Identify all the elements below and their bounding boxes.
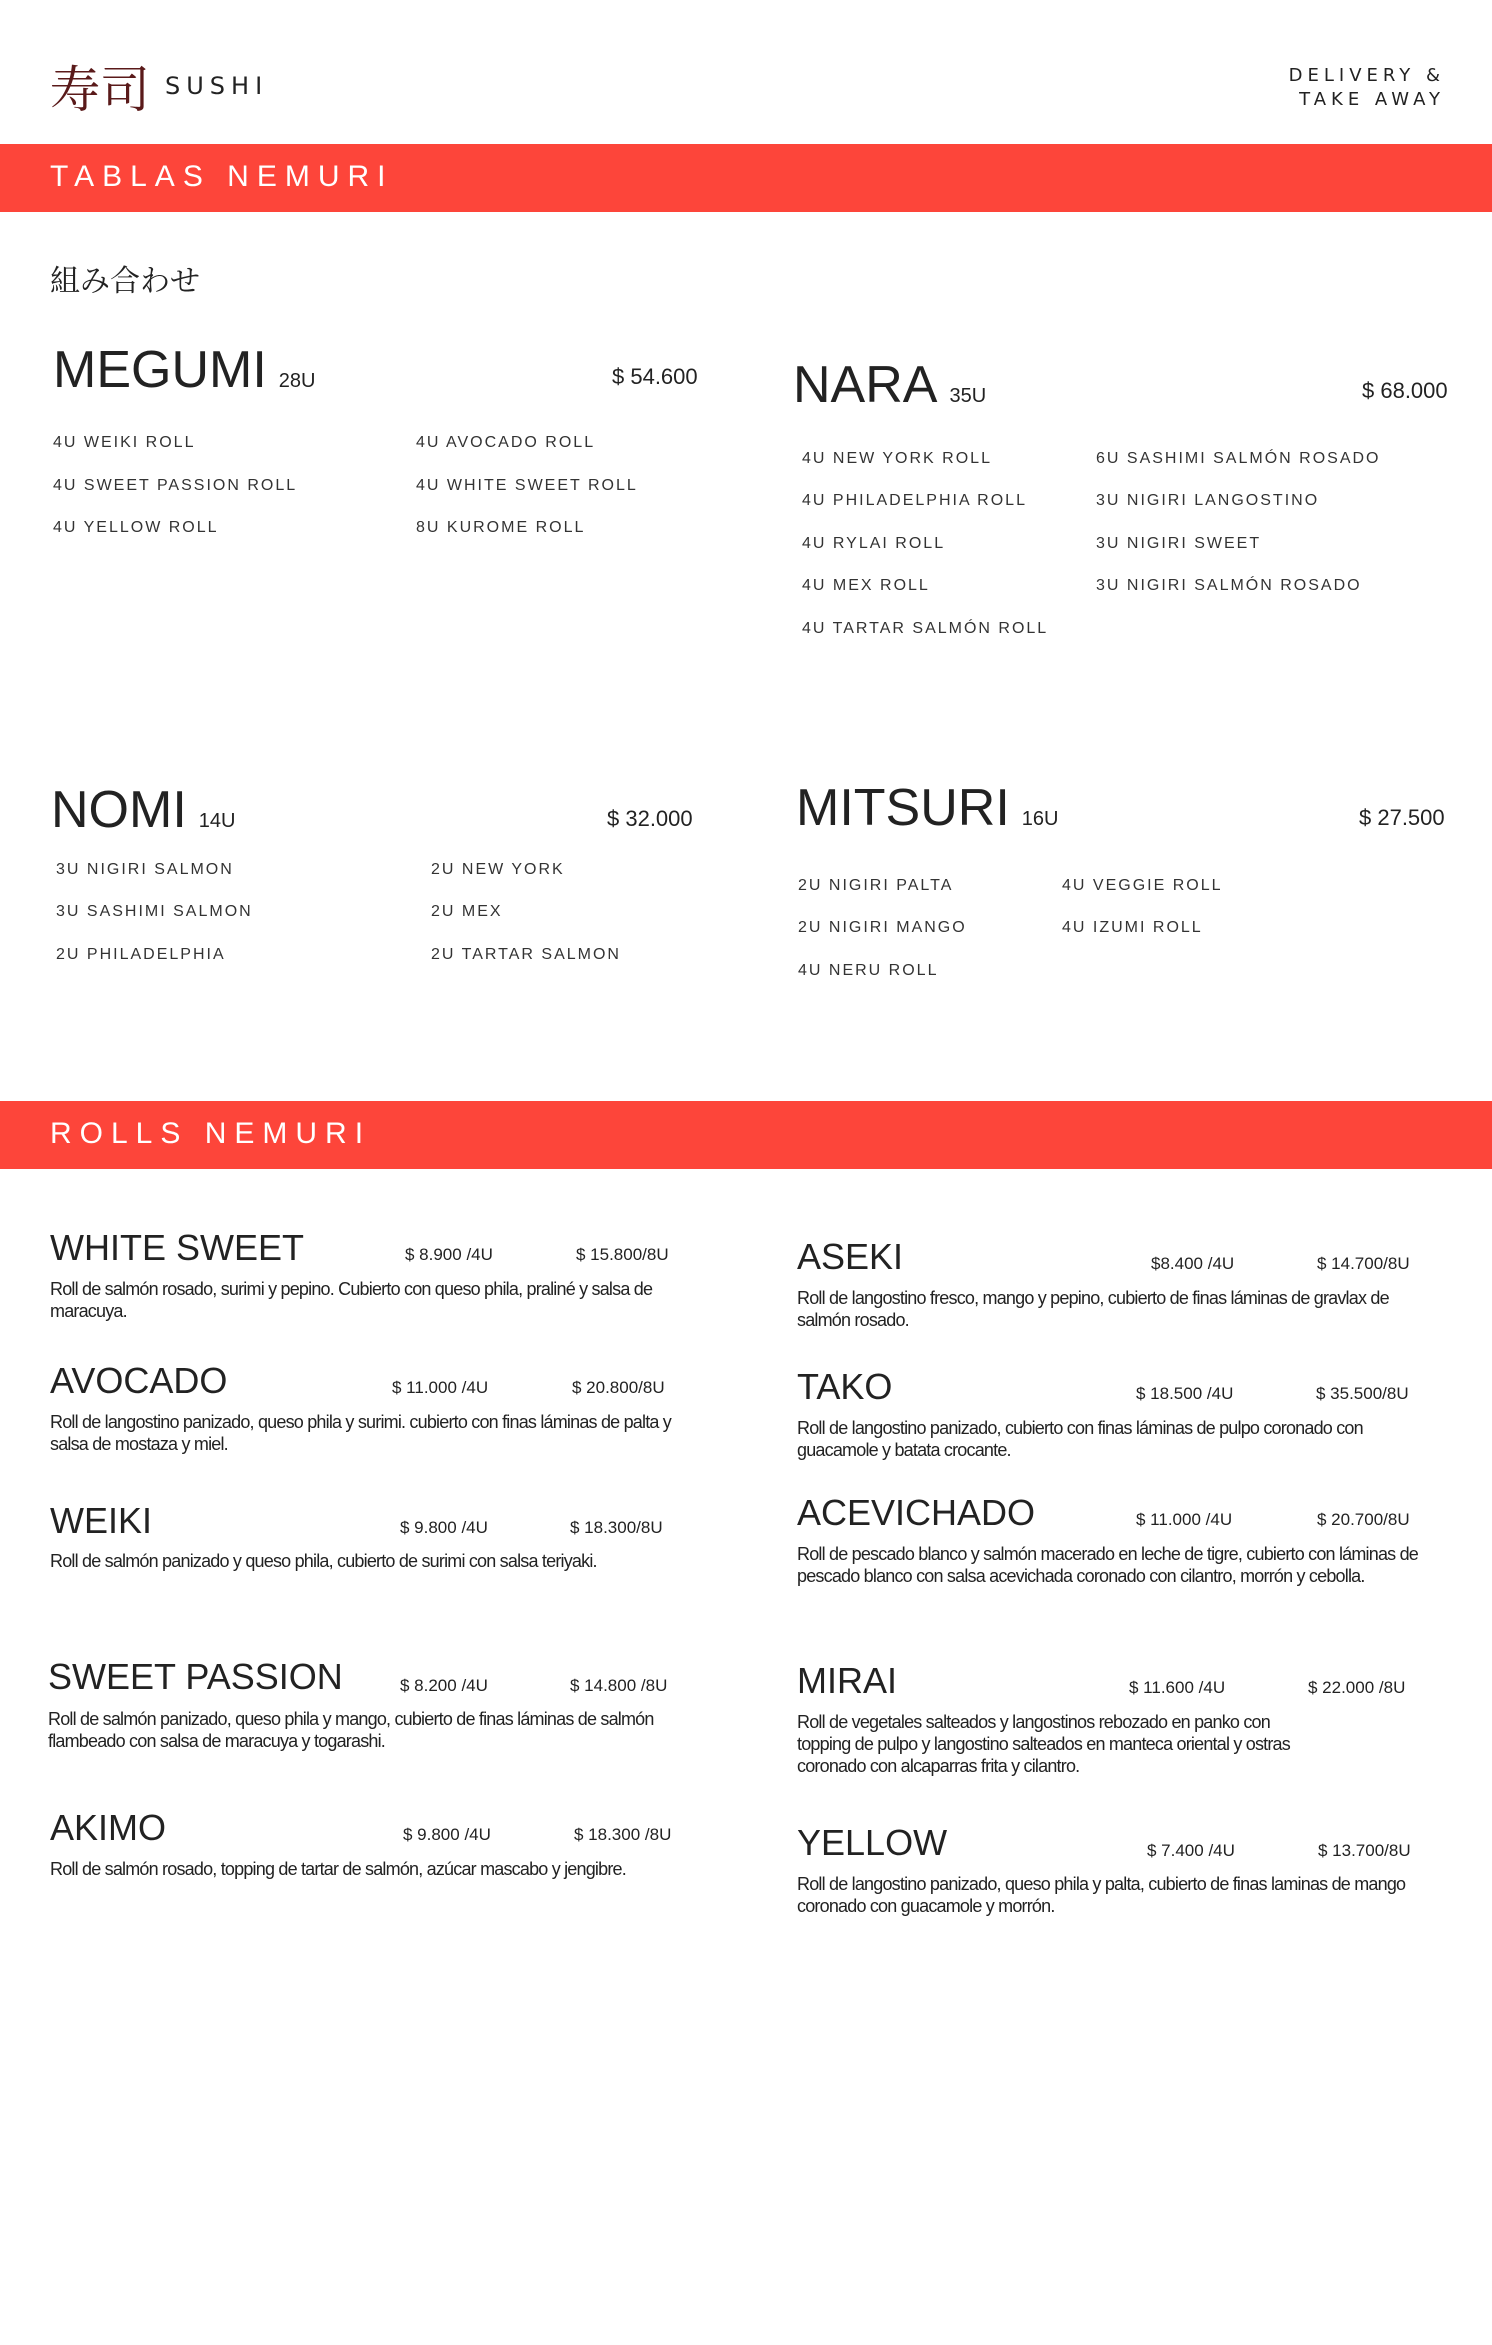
tabla-item: 4U VEGGIE ROLL: [1062, 877, 1223, 894]
roll-price-4u: $ 11.000 /4U: [1136, 1510, 1233, 1529]
roll-name: AKIMO: [50, 1807, 167, 1848]
tabla-item: 4U IZUMI ROLL: [1062, 919, 1203, 936]
roll-description: Roll de langostino panizado, cubierto con finas láminas de pulpo coronado con guacamole y batata crocante.: [797, 1418, 1363, 1460]
tabla-item: 3U NIGIRI SALMÓN ROSADO: [1096, 577, 1362, 594]
tabla-name: NOMI: [51, 781, 187, 839]
tabla-item: 2U NIGIRI PALTA: [798, 877, 954, 894]
roll-name: MIRAI: [797, 1660, 898, 1701]
roll-description: Roll de salmón rosado, topping de tartar de salmón, azúcar mascabo y jengibre.: [50, 1859, 626, 1879]
roll-price-4u: $ 18.500 /4U: [1136, 1384, 1234, 1403]
section-band-tablas: [0, 144, 1492, 212]
roll-price-4u: $ 8.200 /4U: [400, 1676, 488, 1695]
brand-name: SUSHI: [165, 72, 269, 100]
tabla-item: 8U KUROME ROLL: [416, 519, 586, 536]
tabla-item: 4U YELLOW ROLL: [53, 519, 219, 536]
tabla-item: 3U NIGIRI SWEET: [1096, 535, 1262, 552]
roll-description: Roll de salmón panizado y queso phila, cubierto de surimi con salsa teriyaki.: [50, 1551, 597, 1571]
roll-name: YELLOW: [797, 1822, 948, 1863]
tabla-item: 4U WEIKI ROLL: [53, 434, 196, 451]
tabla-item: 4U NERU ROLL: [798, 962, 939, 979]
roll-price-4u: $ 9.800 /4U: [400, 1518, 488, 1537]
tabla-item: 2U MEX: [431, 903, 503, 920]
tabla-item: 2U NIGIRI MANGO: [798, 919, 967, 936]
tabla-mitsuri-title: [796, 778, 1058, 838]
tabla-item: 6U SASHIMI SALMÓN ROSADO: [1096, 450, 1381, 467]
roll-name: WEIKI: [50, 1500, 153, 1541]
roll-price-4u: $ 7.400 /4U: [1147, 1841, 1235, 1860]
roll-price-8u: $ 18.300/8U: [570, 1518, 663, 1537]
tabla-item: 4U WHITE SWEET ROLL: [416, 477, 638, 494]
delivery-note: [1289, 64, 1445, 112]
tabla-item: 3U SASHIMI SALMON: [56, 903, 253, 920]
roll-description: Roll de langostino fresco, mango y pepino, cubierto de finas láminas de gravlax de salmón rosado.: [797, 1288, 1389, 1330]
tabla-item: 2U PHILADELPHIA: [56, 946, 226, 963]
roll-price-4u: $ 11.000 /4U: [392, 1378, 489, 1397]
tabla-name: MEGUMI: [53, 341, 267, 399]
roll-name: TAKO: [797, 1366, 893, 1407]
roll-name: ASEKI: [797, 1236, 904, 1277]
tabla-item: 4U PHILADELPHIA ROLL: [802, 492, 1027, 509]
roll-price-8u: $ 14.700/8U: [1317, 1254, 1410, 1273]
roll-name: SWEET PASSION: [48, 1656, 343, 1697]
tabla-item: 4U AVOCADO ROLL: [416, 434, 596, 451]
roll-price-8u: $ 18.300 /8U: [574, 1825, 672, 1844]
roll-description: Roll de salmón panizado, queso phila y mango, cubierto de finas láminas de salmón flambeado con salsa de maracuya y togarashi.: [48, 1709, 654, 1751]
roll-name: WHITE SWEET: [50, 1227, 304, 1268]
roll-price-8u: $ 35.500/8U: [1316, 1384, 1409, 1403]
tabla-item: 4U MEX ROLL: [802, 577, 930, 594]
roll-description: Roll de pescado blanco y salmón macerado en leche de tigre, cubierto con láminas de pescado blanco con salsa acevichada coronado con cilantro, morrón y cebolla.: [797, 1544, 1419, 1586]
tabla-units: 35U: [949, 385, 987, 407]
tabla-nara-title: [793, 355, 986, 415]
roll-description: Roll de vegetales salteados y langostinos rebozado en panko con topping de pulpo y langostino salteados en manteca oriental y ostras coronado con alcaparras frita y cilantro.: [797, 1712, 1290, 1776]
roll-price-8u: $ 13.700/8U: [1318, 1841, 1411, 1860]
roll-price-8u: $ 15.800/8U: [576, 1245, 669, 1264]
tabla-mitsuri-price: $ 27.500: [1359, 805, 1445, 830]
tabla-name: NARA: [793, 356, 938, 414]
roll-price-4u: $ 11.600 /4U: [1129, 1678, 1226, 1697]
roll-price-4u: $ 8.900 /4U: [405, 1245, 493, 1264]
tabla-units: 28U: [278, 370, 316, 392]
tabla-item: 3U NIGIRI SALMON: [56, 861, 234, 878]
tabla-megumi-price: $ 54.600: [612, 364, 698, 389]
tabla-item: 2U TARTAR SALMON: [431, 946, 621, 963]
tabla-nomi-price: $ 32.000: [607, 806, 693, 831]
tabla-nomi-title: [51, 780, 235, 840]
roll-description: Roll de langostino panizado, queso phila y palta, cubierto de finas laminas de mango coronado con guacamole y morrón.: [797, 1874, 1406, 1916]
tabla-nara-price: $ 68.000: [1362, 378, 1448, 403]
tabla-units: 16U: [1021, 808, 1059, 830]
section-subtitle: 組み合わせ: [50, 264, 200, 299]
section-band-rolls: [0, 1101, 1492, 1169]
roll-name: AVOCADO: [50, 1360, 228, 1401]
roll-price-8u: $ 20.800/8U: [572, 1378, 665, 1397]
delivery-line-1: DELIVERY &: [1288, 65, 1445, 86]
delivery-line-2: TAKE AWAY: [1299, 89, 1445, 110]
roll-description: Roll de langostino panizado, queso phila y surimi. cubierto con finas láminas de palta y salsa de mostaza y miel.: [50, 1412, 672, 1454]
logo-kanji: 寿司: [50, 61, 150, 119]
roll-price-4u: $8.400 /4U: [1151, 1254, 1235, 1273]
roll-name: ACEVICHADO: [797, 1492, 1036, 1533]
tabla-item: 4U RYLAI ROLL: [802, 535, 946, 552]
section-title-rolls: ROLLS NEMURI: [50, 1117, 372, 1150]
tabla-name: MITSURI: [796, 779, 1010, 837]
tabla-item: 4U SWEET PASSION ROLL: [53, 477, 298, 494]
section-title-tablas: TABLAS NEMURI: [50, 160, 394, 193]
tabla-item: 2U NEW YORK: [431, 861, 565, 878]
tabla-item: 4U TARTAR SALMÓN ROLL: [802, 620, 1049, 637]
roll-description: Roll de salmón rosado, surimi y pepino. Cubierto con queso phila, praliné y salsa de maracuya.: [50, 1279, 653, 1321]
roll-price-8u: $ 14.800 /8U: [570, 1676, 668, 1695]
tabla-item: 3U NIGIRI LANGOSTINO: [1096, 492, 1320, 509]
tabla-units: 14U: [198, 810, 236, 832]
roll-price-8u: $ 20.700/8U: [1317, 1510, 1410, 1529]
tabla-item: 4U NEW YORK ROLL: [802, 450, 992, 467]
tabla-megumi-title: [53, 340, 315, 400]
roll-price-4u: $ 9.800 /4U: [403, 1825, 491, 1844]
roll-price-8u: $ 22.000 /8U: [1308, 1678, 1406, 1697]
